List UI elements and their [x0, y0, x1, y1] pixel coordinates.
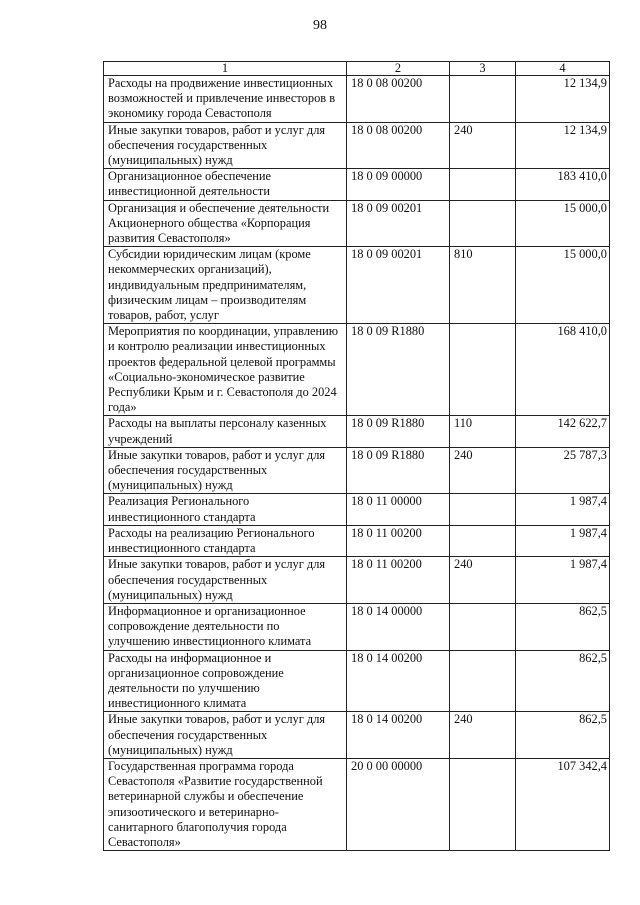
- row-name-cell: Информационное и организационное сопровождение деятельности по улучшению инвестиционного климата: [104, 603, 347, 650]
- row-amount-cell: 15 000,0: [516, 200, 610, 247]
- table-row: [104, 247, 610, 324]
- table-header: [104, 62, 610, 76]
- row-code-cell: 18 0 09 00201: [347, 200, 450, 247]
- table-row: [104, 557, 610, 604]
- row-amount-cell: 15 000,0: [516, 247, 610, 324]
- row-code-cell: 18 0 09 R1880: [347, 416, 450, 447]
- row-name-cell: Расходы на информационное и организационное сопровождение деятельности по улучшению инвестиционного климата: [104, 650, 347, 712]
- table-body: [104, 76, 610, 851]
- row-type-cell: [450, 494, 516, 525]
- table-row: [104, 447, 610, 494]
- row-name-cell: Реализация Регионального инвестиционного стандарта: [104, 494, 347, 525]
- table-row: [104, 525, 610, 556]
- row-amount-cell: 168 410,0: [516, 324, 610, 416]
- table-row: [104, 169, 610, 200]
- row-name-cell: Иные закупки товаров, работ и услуг для обеспечения государственных (муниципальных) нужд: [104, 122, 347, 169]
- column-header-1: 1: [104, 62, 347, 76]
- row-amount-cell: 1 987,4: [516, 557, 610, 604]
- row-code-cell: 18 0 14 00200: [347, 712, 450, 759]
- table-row: [104, 712, 610, 759]
- row-type-cell: [450, 603, 516, 650]
- row-type-cell: 240: [450, 122, 516, 169]
- row-name-cell: Иные закупки товаров, работ и услуг для обеспечения государственных (муниципальных) нужд: [104, 447, 347, 494]
- table-row: [104, 122, 610, 169]
- table-row: [104, 76, 610, 123]
- row-type-cell: 110: [450, 416, 516, 447]
- row-name-cell: Расходы на продвижение инвестиционных возможностей и привлечение инвесторов в экономику города Севастополя: [104, 76, 347, 123]
- row-name-cell: Организация и обеспечение деятельности Акционерного общества «Корпорация развития Севастополя»: [104, 200, 347, 247]
- row-type-cell: [450, 758, 516, 850]
- row-code-cell: 18 0 09 R1880: [347, 447, 450, 494]
- table-row: [104, 758, 610, 850]
- row-name-cell: Расходы на реализацию Регионального инвестиционного стандарта: [104, 525, 347, 556]
- row-code-cell: 18 0 11 00200: [347, 525, 450, 556]
- row-code-cell: 18 0 08 00200: [347, 76, 450, 123]
- row-amount-cell: 183 410,0: [516, 169, 610, 200]
- row-name-cell: Организационное обеспечение инвестиционной деятельности: [104, 169, 347, 200]
- row-amount-cell: 12 134,9: [516, 122, 610, 169]
- row-type-cell: 240: [450, 557, 516, 604]
- page-number: 98: [313, 18, 327, 33]
- table-row: [104, 603, 610, 650]
- row-type-cell: [450, 650, 516, 712]
- row-amount-cell: 862,5: [516, 650, 610, 712]
- row-type-cell: [450, 169, 516, 200]
- row-amount-cell: 1 987,4: [516, 525, 610, 556]
- row-amount-cell: 1 987,4: [516, 494, 610, 525]
- row-name-cell: Государственная программа города Севастополя «Развитие государственной ветеринарной службы и обеспечение эпизоотического и ветеринарно-санитарного благополучия города Севастополя»: [104, 758, 347, 850]
- table-row: [104, 416, 610, 447]
- table-row: [104, 324, 610, 416]
- budget-table: [103, 61, 610, 851]
- row-name-cell: Мероприятия по координации, управлению и контролю реализации инвестиционных проектов федеральной целевой программы «Социально-экономическое развитие Республики Крым и г. Севастополя до 2024 года»: [104, 324, 347, 416]
- table-row: [104, 494, 610, 525]
- row-name-cell: Иные закупки товаров, работ и услуг для обеспечения государственных (муниципальных) нужд: [104, 557, 347, 604]
- row-code-cell: 20 0 00 00000: [347, 758, 450, 850]
- row-type-cell: 240: [450, 712, 516, 759]
- row-name-cell: Иные закупки товаров, работ и услуг для обеспечения государственных (муниципальных) нужд: [104, 712, 347, 759]
- row-code-cell: 18 0 11 00200: [347, 557, 450, 604]
- row-amount-cell: 862,5: [516, 712, 610, 759]
- row-code-cell: 18 0 08 00200: [347, 122, 450, 169]
- row-code-cell: 18 0 14 00200: [347, 650, 450, 712]
- row-name-cell: Расходы на выплаты персоналу казенных учреждений: [104, 416, 347, 447]
- row-code-cell: 18 0 11 00000: [347, 494, 450, 525]
- column-header-3: 3: [450, 62, 516, 76]
- row-amount-cell: 142 622,7: [516, 416, 610, 447]
- row-type-cell: [450, 324, 516, 416]
- table-row: [104, 200, 610, 247]
- row-code-cell: 18 0 09 R1880: [347, 324, 450, 416]
- column-header-4: 4: [516, 62, 610, 76]
- row-amount-cell: 25 787,3: [516, 447, 610, 494]
- row-code-cell: 18 0 09 00000: [347, 169, 450, 200]
- row-amount-cell: 12 134,9: [516, 76, 610, 123]
- row-amount-cell: 862,5: [516, 603, 610, 650]
- row-type-cell: 810: [450, 247, 516, 324]
- table-row: [104, 650, 610, 712]
- row-type-cell: 240: [450, 447, 516, 494]
- column-header-2: 2: [347, 62, 450, 76]
- row-code-cell: 18 0 14 00000: [347, 603, 450, 650]
- row-amount-cell: 107 342,4: [516, 758, 610, 850]
- row-type-cell: [450, 76, 516, 123]
- row-name-cell: Субсидии юридическим лицам (кроме некоммерческих организаций), индивидуальным предпринимателям, физическим лицам – производителям товаров, работ, услуг: [104, 247, 347, 324]
- header-row: [104, 62, 610, 76]
- row-type-cell: [450, 200, 516, 247]
- row-type-cell: [450, 525, 516, 556]
- row-code-cell: 18 0 09 00201: [347, 247, 450, 324]
